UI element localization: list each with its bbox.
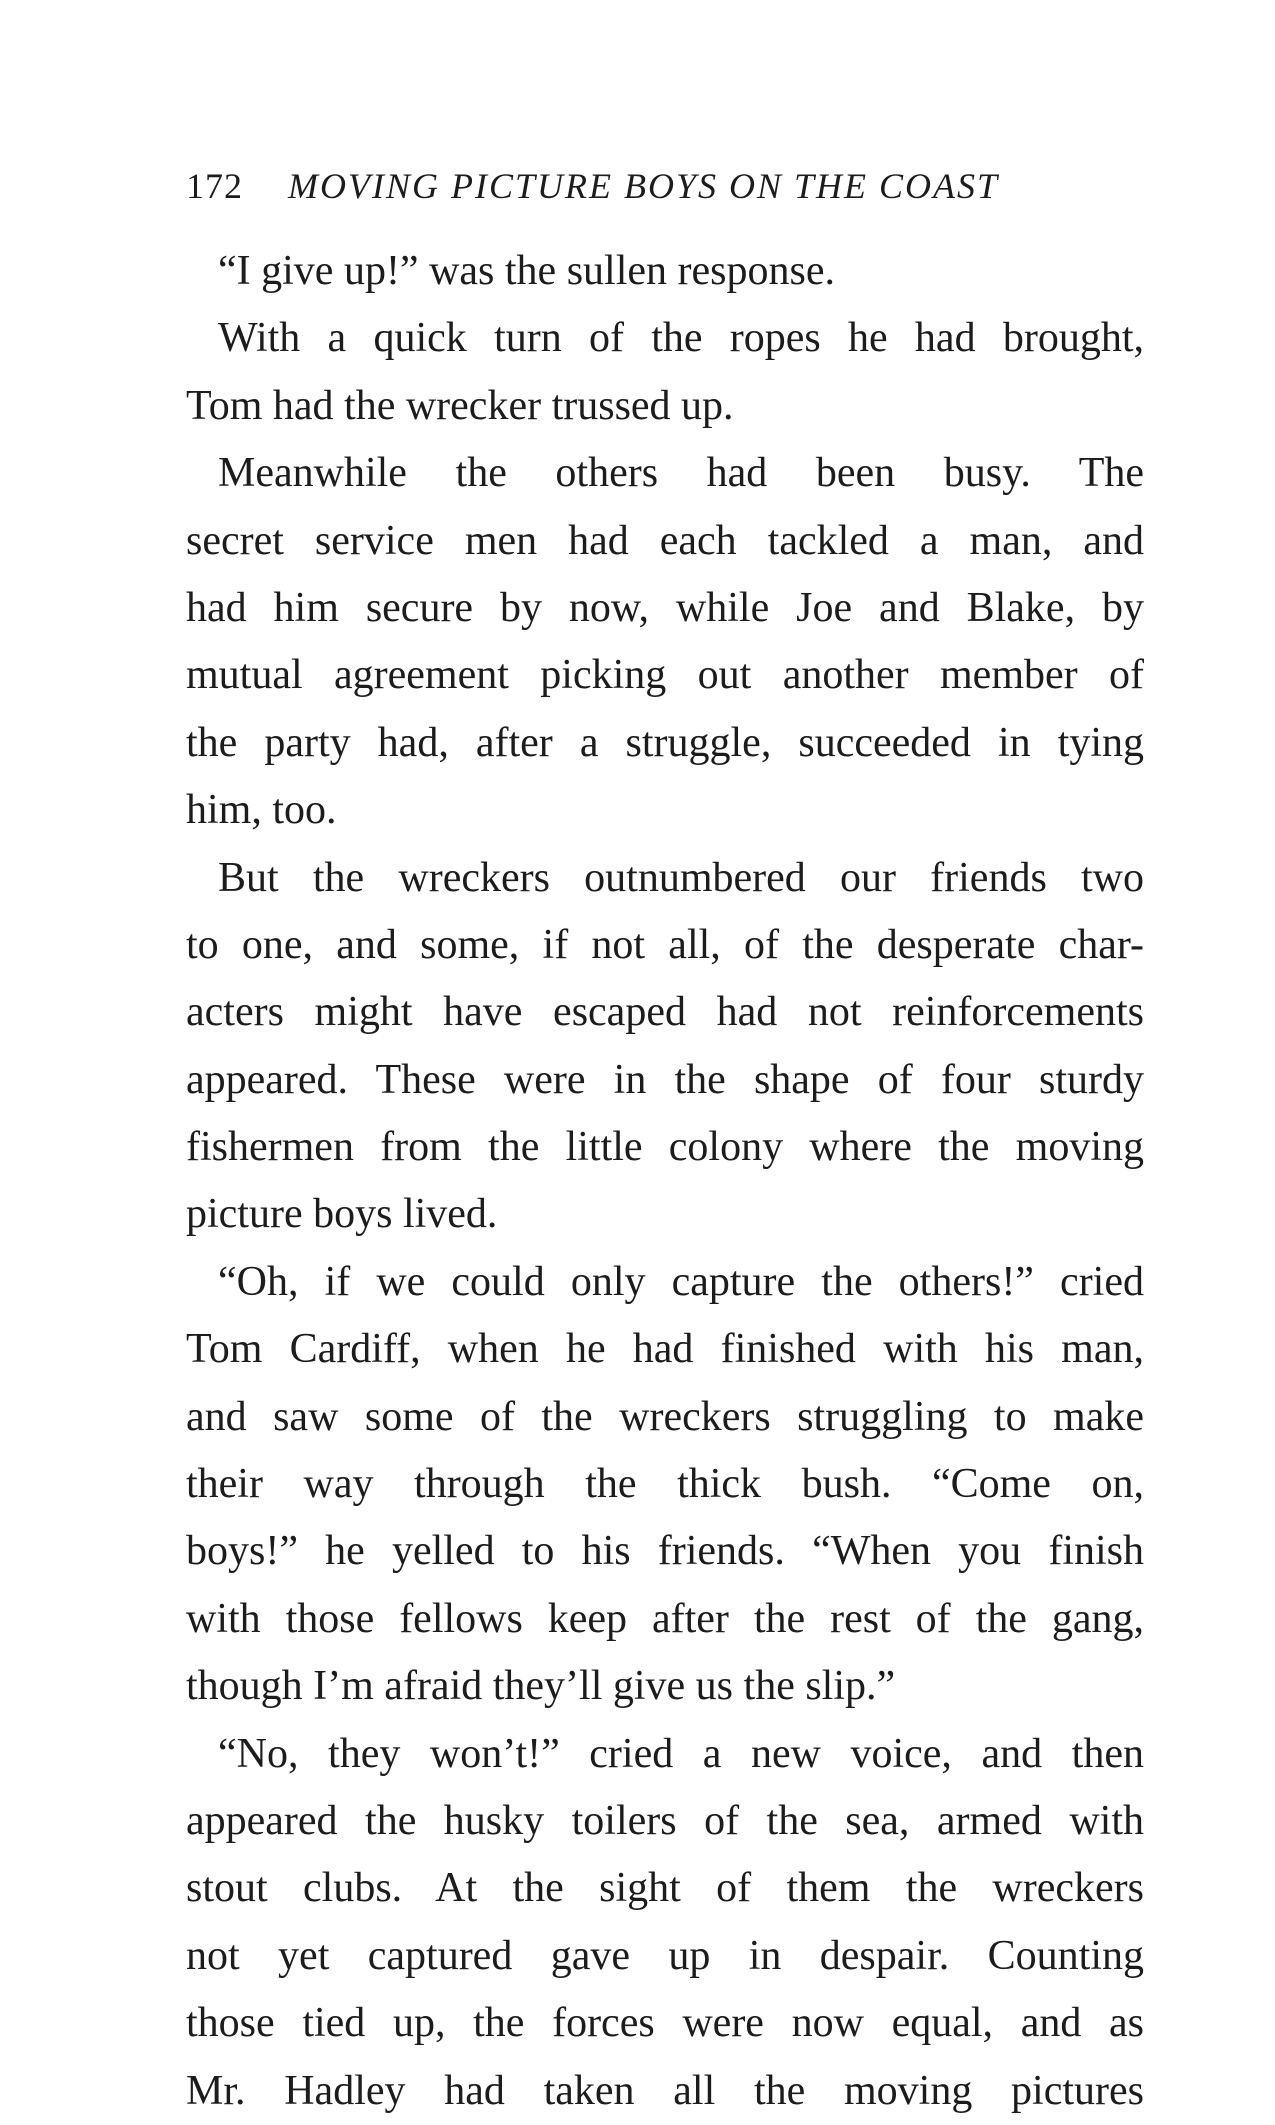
running-head <box>186 164 1106 208</box>
running-title: MOVING PICTURE BOYS ON THE COAST <box>288 166 1000 206</box>
text-line: stout clubs. At the sight of them the wreckers <box>186 1865 1144 1912</box>
body-text <box>186 238 1144 2125</box>
text-line: Meanwhile the others had been busy. The <box>218 450 1144 497</box>
text-line: “I give up!” was the sullen response. <box>218 248 835 294</box>
text-line: their way through the thick bush. “Come on, <box>186 1461 1144 1508</box>
text-line: acters might have escaped had not reinforcements <box>186 989 1144 1036</box>
text-line: picture boys lived. <box>186 1191 498 1238</box>
text-line: appeared the husky toilers of the sea, armed with <box>186 1797 1144 1844</box>
text-line: though I’m afraid they’ll give us the slip.” <box>186 1663 896 1710</box>
text-line: those tied up, the forces were now equal, and as <box>186 2000 1144 2047</box>
text-line: and saw some of the wreckers struggling to make <box>186 1393 1144 1440</box>
text-line: boys!” he yelled to his friends. “When you finish <box>186 1528 1144 1575</box>
text-line: to one, and some, if not all, of the desperate char- <box>186 921 1144 968</box>
text-line: “No, they won’t!” cried a new voice, and then <box>218 1730 1144 1777</box>
text-line: With a quick turn of the ropes he had brought, <box>218 315 1144 362</box>
text-line: Tom had the wrecker trussed up. <box>186 382 734 429</box>
text-line: secret service men had each tackled a man, and <box>186 517 1144 564</box>
text-line: fishermen from the little colony where the moving <box>186 1124 1144 1171</box>
text-line: had him secure by now, while Joe and Blake, by <box>186 584 1144 631</box>
text-line: him, too. <box>186 787 337 834</box>
text-line: not yet captured gave up in despair. Counting <box>186 1932 1144 1979</box>
text-line: with those fellows keep after the rest of the gang, <box>186 1595 1144 1642</box>
text-line: mutual agreement picking out another member of <box>186 652 1144 699</box>
text-line: “Oh, if we could only capture the others!” cried <box>218 1258 1144 1305</box>
text-line: appeared. These were in the shape of four sturdy <box>186 1056 1144 1103</box>
page-number: 172 <box>186 166 243 206</box>
text-line: But the wreckers outnumbered our friends two <box>218 854 1144 901</box>
text-line: the party had, after a struggle, succeeded in tying <box>186 719 1144 766</box>
text-line: Mr. Hadley had taken all the moving pictures <box>186 2067 1144 2114</box>
text-line: Tom Cardiff, when he had finished with his man, <box>186 1326 1144 1373</box>
